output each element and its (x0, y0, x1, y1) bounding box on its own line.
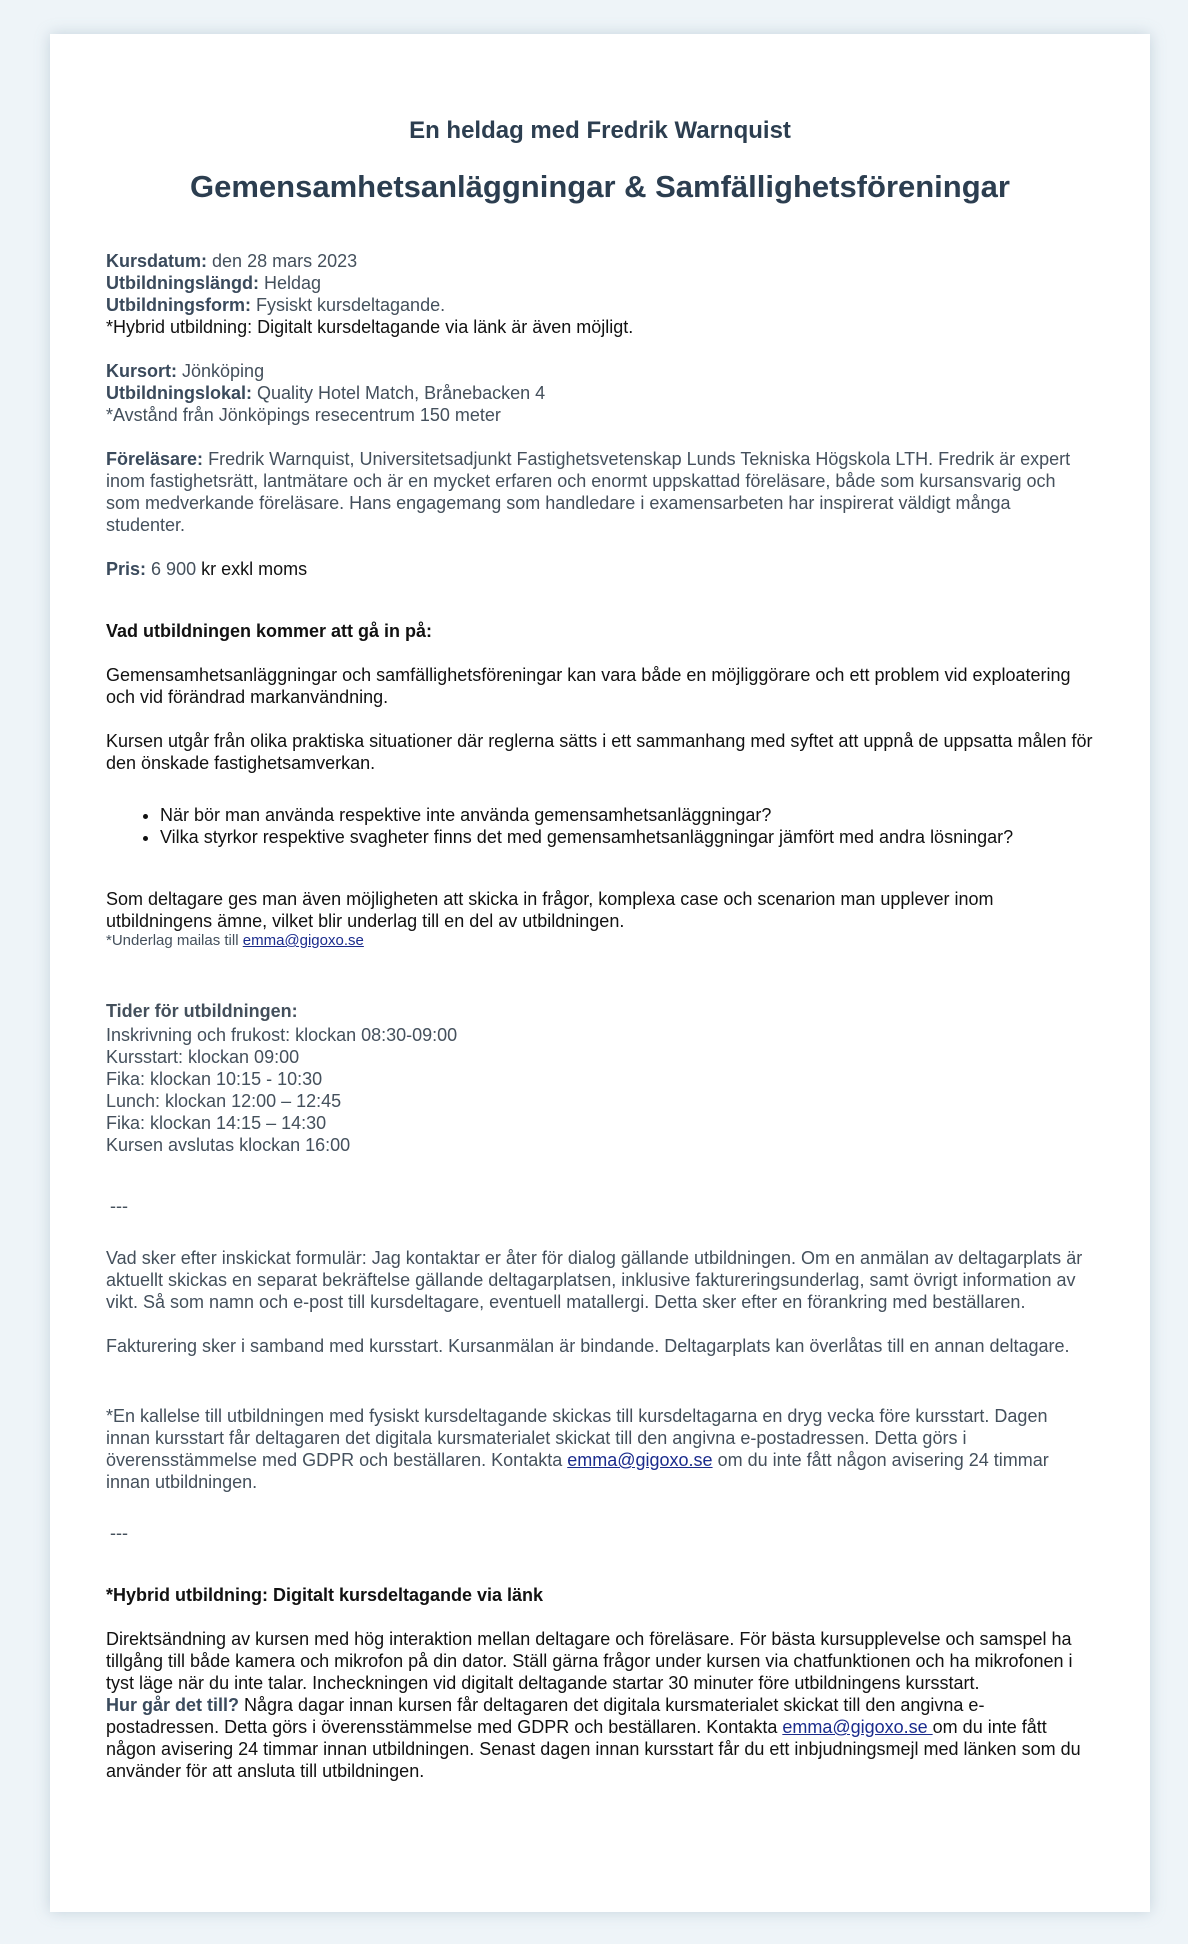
email-link[interactable]: emma@gigoxo.se (782, 1717, 933, 1737)
schedule-item: Fika: klockan 14:15 – 14:30 (106, 1113, 327, 1133)
schedule (106, 998, 1094, 1156)
lokal-value: Quality Hotel Match, Brånebacken 4 (257, 383, 546, 403)
how-text: Några dagar innan kursen får deltagaren det digitala kursmaterialet skickat till den angivna e-postadressen. Detta görs i överensstämmelse med GDPR och beställaren. Kontakta (106, 1695, 985, 1737)
question-list (106, 804, 1094, 848)
langd-label: Utbildningslängd: (106, 273, 259, 293)
schedule-title: Tider för utbildningen: (106, 1001, 298, 1021)
separator: --- (110, 1196, 128, 1216)
schedule-item: Lunch: klockan 12:00 – 12:45 (106, 1091, 342, 1111)
hybrid-how (106, 1694, 1094, 1782)
after-p3-suffix: om du inte fått någon avisering 24 timmar innan utbildningen. (106, 1450, 1049, 1492)
how-label: Hur går det till? (106, 1695, 240, 1715)
price-value: 6 900 (151, 559, 197, 579)
after-paragraph-3 (106, 1405, 1094, 1493)
underlag-note (106, 932, 1094, 950)
form-value: Fysiskt kursdeltagande. (256, 295, 446, 315)
list-item: • När bör man använda respektive inte använda gemensamhetsanläggningar? (160, 804, 1094, 826)
underlag-prefix: *Underlag mailas till (106, 932, 243, 949)
schedule-item: Kursstart: klockan 09:00 (106, 1047, 300, 1067)
after-p3-prefix: *En kallelse till utbildningen med fysiskt kursdeltagande skickas till kursdeltagarna en dryg vecka före kursstart. Dagen innan kursstart får deltagaren det digitala kursmaterialet skickat till den angivna e-postadressen. Detta görs i överensstämmelse med GDPR och beställaren. Kontakta (106, 1406, 1048, 1470)
price-suffix: kr exkl moms (196, 559, 308, 579)
hybrid-paragraph: Direktsändning av kursen med hög interaktion mellan deltagare och föreläsare. För bästa kursupplevelse och samspel ha tillgång till både kamera och mikrofon på din dator. Ställ gärna frågor under kursen via chatfunktionen och ha mikrofonen i tyst läge när du inte talar. Incheckningen vid digitalt deltagande startar 30 minuter före utbildningens kursstart. (106, 1629, 1073, 1693)
lecturer-label: Föreläsare: (106, 449, 204, 469)
how-suffix: om du inte fått någon avisering 24 timmar innan utbildningen. Senast dagen innan kursstart får du ett inbjudningsmejl med länken som du använder för att ansluta till utbildningen. (106, 1717, 1081, 1781)
email-link[interactable]: emma@gigoxo.se (242, 932, 364, 949)
page-subtitle: Gemensamhetsanläggningar & Samfällighetsföreningar (190, 169, 1010, 204)
content-paragraph-2: Kursen utgår från olika praktiska situationer där reglerna sätts i ett sammanhang med syftet att uppnå de uppsatta målen för den önskade fastighetsamverkan. (106, 731, 1093, 773)
schedule-item: Fika: klockan 10:15 - 10:30 (106, 1069, 323, 1089)
after-paragraph-1: Vad sker efter inskickat formulär: Jag kontaktar er åter för dialog gällande utbildningen. Om en anmälan av deltagarplats är aktuellt skickas en separat bekräftelse gällande deltagarplatsen, inklusive faktureringsunderlag, samt övrigt information av vikt. Så som namn och e-post till kursdeltagare, eventuell matallergi. Detta sker efter en förankring med beställaren. (106, 1248, 1083, 1312)
location-info (106, 360, 1094, 426)
form-label: Utbildningsform: (106, 295, 251, 315)
distance-note: *Avstånd från Jönköpings resecentrum 150 meter (106, 405, 501, 425)
hybrid-note: *Hybrid utbildning: Digitalt kursdeltagande via länk är även möjligt. (106, 317, 634, 337)
kursort-label: Kursort: (106, 361, 177, 381)
kursort-value: Jönköping (182, 361, 265, 381)
course-info (106, 250, 1094, 338)
kursdatum-value: den 28 mars 2023 (212, 251, 358, 271)
schedule-item: Kursen avslutas klockan 16:00 (106, 1135, 351, 1155)
email-link[interactable]: emma@gigoxo.se (567, 1450, 713, 1470)
content-paragraph-1: Gemensamhetsanläggningar och samfällighetsföreningar kan vara både en möjliggörare och ett problem vid exploatering och vid förändrad markanvändning. (106, 665, 1071, 707)
page-title: En heldag med Fredrik Warnquist (409, 117, 791, 144)
kursdatum-label: Kursdatum: (106, 251, 208, 271)
lokal-label: Utbildningslokal: (106, 383, 252, 403)
after-paragraph-2: Fakturering sker i samband med kursstart. Kursanmälan är bindande. Deltagarplats kan överlåtas till en annan deltagare. (106, 1336, 1070, 1356)
content-heading: Vad utbildningen kommer att gå in på: (106, 621, 433, 641)
price-info (106, 558, 1094, 580)
lecturer-value: Fredrik Warnquist, Universitetsadjunkt Fastighetsvetenskap Lunds Tekniska Högskola LTH. Fredrik är expert inom fastighetsrätt, lantmätare och är en mycket erfaren och enormt uppskattad föreläsare, både som kursansvarig och som medverkande föreläsare. Hans engagemang som handledare i examensarbeten har inspirerat väldigt många studenter. (106, 449, 1071, 535)
langd-value: Heldag (264, 273, 322, 293)
document-card (50, 34, 1150, 1912)
lecturer-info (106, 448, 1094, 536)
content-paragraph-3: Som deltagare ges man även möjligheten att skicka in frågor, komplexa case och scenarion man upplever inom utbildningens ämne, vilket blir underlag till en del av utbildningen. (106, 889, 994, 931)
list-item: • Vilka styrkor respektive svagheter finns det med gemensamhetsanläggningar jämfört med andra lösningar? (160, 826, 1094, 848)
separator: --- (110, 1523, 128, 1543)
schedule-item: Inskrivning och frukost: klockan 08:30-09:00 (106, 1025, 458, 1045)
hybrid-heading: *Hybrid utbildning: Digitalt kursdeltagande via länk (106, 1585, 544, 1605)
price-label: Pris: (106, 559, 147, 579)
